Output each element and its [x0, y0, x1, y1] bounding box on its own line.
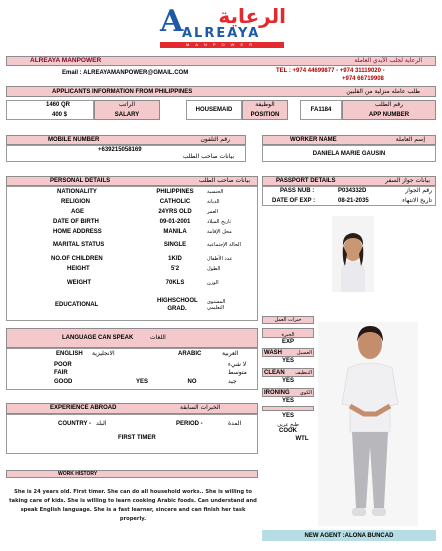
salary-qr: 1460 QR	[46, 102, 71, 108]
app-number: FA1184	[310, 107, 332, 113]
row-label: WEIGHT	[67, 280, 91, 286]
passport-expiry-label: DATE OF EXP :	[272, 198, 316, 204]
row-label-ar: الحالة الإجتماعية	[207, 242, 241, 248]
level-english: YES	[135, 379, 148, 385]
row-label: NATIONALITY	[57, 188, 97, 195]
language-level-row	[6, 369, 258, 378]
row-label: AGE	[71, 208, 85, 215]
row-label-ar: الديانة	[207, 198, 220, 205]
full-body-photo-illustration	[318, 322, 418, 526]
worker-label-ar: إسم العاملة	[395, 136, 425, 143]
mobile-label: MOBILE NUMBER	[48, 137, 100, 143]
experience-title: EXPERIENCE ABROAD	[50, 405, 117, 411]
country-label-ar: البلد	[96, 420, 107, 427]
skill-label: EXP	[281, 339, 294, 345]
new-agent-label: NEW AGENT :ALONA BUNCAD	[304, 533, 394, 539]
app-number-label: APP NUMBER	[368, 112, 410, 118]
skill-label: WASH	[264, 350, 282, 356]
passport-number-label: PASS NUB :	[280, 188, 315, 194]
personal-row	[7, 197, 257, 206]
position-value: HOUSEMAID	[195, 107, 233, 113]
mobile-label-ar: رقم التلفون	[200, 136, 230, 143]
level-label: FAIR	[54, 370, 68, 376]
personal-row	[7, 254, 257, 263]
row-value: SINGLE	[163, 242, 187, 248]
skill-label: COOK	[279, 428, 297, 434]
row-label: MARITAL STATUS	[53, 242, 105, 248]
row-label: RELIGION	[61, 198, 91, 205]
personal-row	[7, 207, 257, 216]
row-value: HIGHSCHOOL GRAD.	[157, 298, 198, 312]
row-label: HOME ADDRESS	[53, 228, 102, 235]
face-photo-illustration	[332, 216, 374, 292]
skill-value: YES	[281, 358, 294, 364]
row-value: 70KLS	[165, 280, 185, 286]
row-label: NO.OF CHILDREN	[51, 255, 103, 262]
skill-label: IRONING	[264, 390, 290, 396]
worker-label: WORKER NAME	[290, 137, 337, 143]
level-label-ar: جيد	[228, 378, 237, 385]
language-title-ar: اللغات	[150, 334, 166, 341]
skill-label-box	[262, 406, 314, 411]
row-label-ar: الوزن	[207, 280, 219, 286]
row-label-ar: عدد الأطفال	[207, 255, 233, 262]
skill-value: YES	[281, 398, 294, 404]
level-arabic: NO	[187, 379, 197, 385]
country-label: COUNTRY -	[58, 421, 91, 427]
phone-line-1: TEL : +974 44699877 - +974 31119020 -	[276, 68, 385, 74]
personal-row	[7, 187, 257, 196]
level-label-ar: لا شيء	[228, 361, 247, 368]
row-label-ar: المستوى التعليمي	[207, 299, 226, 311]
applicant-full-body-photo	[318, 322, 418, 526]
position-label-ar: الوظيفة	[255, 101, 275, 108]
row-label: DATE OF BIRTH	[53, 218, 99, 225]
language-level-row	[6, 378, 258, 387]
personal-row	[7, 293, 257, 317]
level-label-ar: متوسط	[228, 369, 247, 376]
app-number-label-ar: رقم الطلب	[375, 101, 403, 108]
salary-label-ar: الراتب	[118, 101, 136, 108]
language-arabic-ar: العربية	[222, 350, 239, 357]
language-english-label: ENGLISH	[56, 351, 83, 357]
row-value: 09-01-2001	[159, 218, 191, 225]
work-history-title: WORK HISTORY	[58, 471, 98, 477]
level-label: GOOD	[54, 379, 73, 385]
logo-a-mark: A	[160, 4, 184, 39]
personal-row	[7, 264, 257, 273]
row-value: 24YRS OLD	[158, 208, 192, 215]
skill-value: WTL	[295, 436, 309, 442]
language-english-ar: الانجليزية	[92, 350, 115, 357]
personal-row	[7, 237, 257, 253]
skill-label-ar: الكوي	[299, 390, 312, 396]
skills-title-ar: خبرات العمل	[274, 317, 302, 323]
logo-arabic-text: الرعاية	[218, 4, 286, 28]
row-value: CATHOLIC	[159, 198, 191, 205]
applicants-title-ar: طلب عامله منزلية من الفلبين	[346, 88, 420, 95]
skill-label-ar: التنظيف	[295, 370, 312, 376]
skill-label-ar: الغسيل	[296, 350, 312, 356]
skill-label-ar: طبخ عربي	[277, 422, 299, 428]
personal-details-title: PERSONAL DETAILS	[50, 178, 111, 184]
salary-usd: 400 $	[52, 112, 68, 118]
row-value: 1KID	[168, 255, 182, 262]
row-label: EDUCATIONAL	[55, 302, 99, 308]
company-title: ALREAYA MANPOWER	[30, 57, 102, 64]
personal-row	[7, 275, 257, 291]
company-logo	[156, 5, 286, 49]
skill-value: YES	[281, 378, 294, 384]
personal-details-table	[6, 186, 258, 321]
org-title-ar: الرعاية لجلب الأيدي العاملة	[354, 57, 422, 64]
language-title: LANGUAGE CAN SPEAK	[62, 335, 134, 341]
position-label: POSITION	[250, 112, 280, 118]
work-history-description: She is 24 years old. First timer. She can do all household works.. She is willing to taking care of kids. She is willing to learn cooking Arabic foods. Can understand and speak English language. She is a fast learner, sincere and can finish her task properly.	[9, 489, 257, 522]
skills-table	[262, 316, 314, 442]
passport-expiry: 08-21-2035	[338, 198, 369, 204]
applicants-title: APPLICANTS INFORMATION FROM PHILIPPINES	[52, 89, 193, 95]
row-label-ar: الجنسية	[207, 188, 224, 195]
level-label: POOR	[54, 362, 72, 368]
row-value: PHILIPPINES	[156, 188, 194, 195]
row-value: MANILA	[163, 228, 187, 235]
passport-expiry-ar: تاريخ الانتهاء	[402, 197, 432, 204]
personal-details-title-ar: بيانات صاحب الطلب	[198, 177, 250, 184]
row-label: HEIGHT	[67, 265, 90, 272]
row-label-ar: الطول	[207, 265, 221, 272]
logo-english-text: ALREAYA	[182, 26, 261, 41]
skill-label: CLEAN	[264, 370, 285, 376]
applicant-face-photo	[332, 216, 374, 292]
language-arabic-label: ARABIC	[178, 351, 202, 357]
experience-title-ar: الخبرات السابقة	[180, 404, 221, 411]
skill-label-ar: الخبرة	[281, 332, 295, 338]
logo-subtitle: MANPOWER	[160, 42, 284, 48]
personal-row	[7, 227, 257, 236]
personal-row	[7, 217, 257, 226]
phone-line-2: +974 66719908	[342, 76, 384, 82]
salary-label: SALARY	[114, 112, 140, 118]
company-email: Email : ALREAYAMANPOWER@GMAIL.COM	[62, 70, 189, 76]
first-timer: FIRST TIMER	[118, 435, 156, 441]
passport-details-title-ar: بيانات جواز السفر	[385, 177, 430, 184]
mobile-value: +639215058169	[98, 147, 142, 153]
row-label-ar: العمر	[207, 208, 218, 215]
worker-name: DANIELA MARIE GAUSIN	[312, 151, 386, 157]
passport-details-title: PASSPORT DETAILS	[276, 178, 336, 184]
passport-number: P034332D	[338, 188, 367, 194]
row-value: 5'2	[170, 265, 180, 272]
row-label-ar: محل الإقامة	[207, 228, 232, 235]
skill-value: YES	[281, 413, 294, 419]
period-label: PERIOD -	[176, 421, 203, 427]
row-label-ar: تاريخ الميلاد	[207, 218, 232, 225]
passport-number-ar: رقم الجواز	[405, 187, 432, 194]
period-label-ar: المدة	[228, 420, 242, 427]
mobile-note-ar: بيانات صاحب الطلب	[182, 153, 234, 160]
